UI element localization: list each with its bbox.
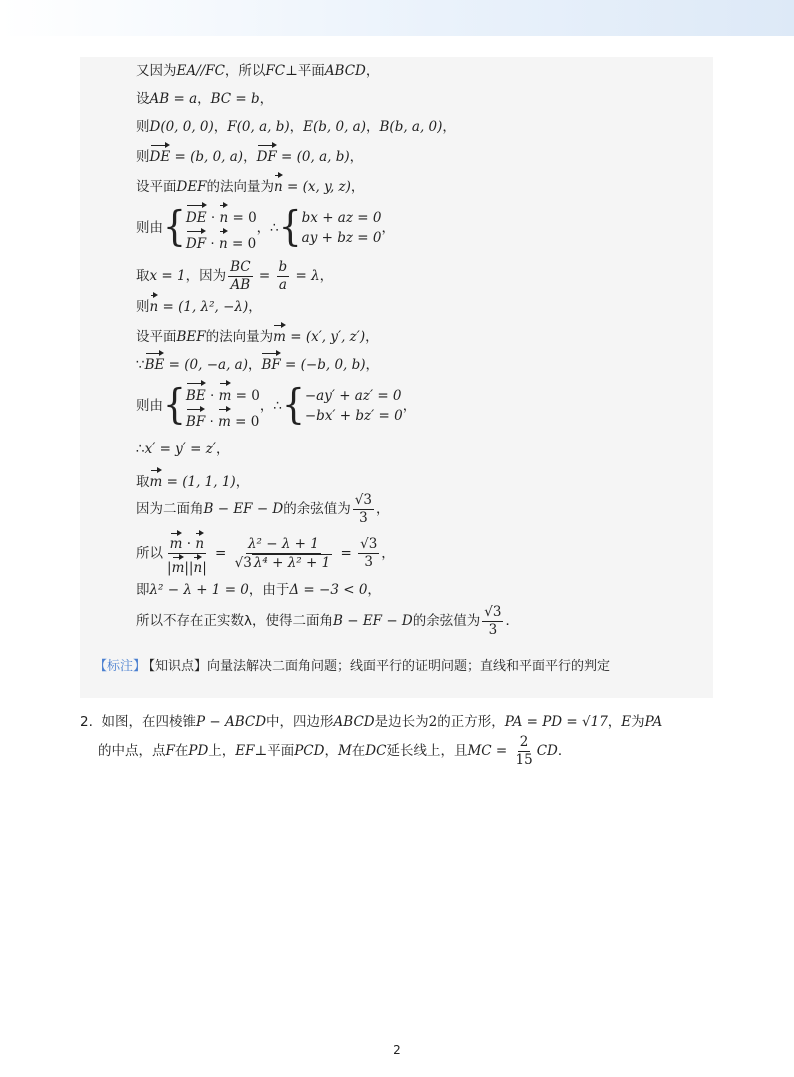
solution-line-12: ∴x′ = y′ = z′， [136,441,230,457]
solution-line-13: 取m = (1, 1, 1)， [136,467,249,491]
vector-BE: BE [145,350,165,374]
vector-n: n [150,292,159,316]
solution-line-9: 设平面BEF的法向量为m = (x′, y′, z′)， [136,322,379,346]
annotation-tag: 【标注】 [94,659,147,674]
solution-line-4: 则DE = (b, 0, a)，DF = (0, a, b)， [136,142,363,166]
vector-DF: DF [257,142,277,166]
fraction: $\frac{√3}{3}$ [484,603,502,638]
solution-line-5: 设平面DEF的法向量为n = (x, y, z)， [136,172,364,196]
equation-system: bx + az = 0 ay + bz = 0 [301,210,382,246]
equation-system: DE · n = 0 DF · n = 0 [186,202,257,254]
header-band [0,0,794,36]
fraction: $\frac{√3}{3}$ [360,536,378,570]
fraction: $\frac{BC}{AB}$ [230,258,251,293]
knowledge-points: 【知识点】向量法解决二面角问题；线面平行的证明问题；直线和平面平行的判定 [142,659,611,674]
solution-line-17: 所以不存在正实数λ，使得二面角B − EF − D的余弦值为 $\frac{√3}{3}$ ． [136,603,519,638]
solution-line-10: ∵BE = (0, −a, a)，BF = (−b, 0, b)， [136,350,379,374]
solution-line-3: 则D(0, 0, 0)，F(0, a, b)，E(b, 0, a)，B(b, a, 0)， [136,119,456,135]
page-number: 2 [393,1043,401,1057]
solution-line-14: 因为二面角B − EF − D的余弦值为 $\frac{√3}{3}$ ， [136,491,390,526]
solution-line-7: 取x = 1，因为 $\frac{BC}{AB}$ = $\frac{b}{a}$ = λ， [136,258,334,293]
equation-system: BE · m = 0 BF · m = 0 [186,380,260,432]
fraction: $\frac{b}{a}$ [278,258,288,293]
fraction: $\frac{m \cdot n}{|m||n|}$ [165,530,209,577]
vector-DE: DE [150,142,171,166]
solution-line-11: 则由{ BE · m = 0 BF · m = 0 ，∴{ −ay′ + az′ = 0 −bx′ + bz′ = 0 ， [136,381,417,430]
solution-line-6: 则由{ DE · n = 0 DF · n = 0 ，∴{ bx + az = 0 ay + bz = 0 ， [136,203,395,252]
question-2-line-2: 的中点，点F在PD上，EF⊥平面PCD，M在DC延长线上，且MC = $\frac{2}{15}$ CD． [98,733,572,768]
fraction: $\frac{2}{15}$ [515,733,533,768]
left-brace: { [163,381,186,429]
question-2-line-1: 2. 如图，在四棱锥P − ABCD中，四边形ABCD是边长为2的正方形，PA = PD = √17，E为PA [80,714,663,730]
vector-m: m [273,322,286,346]
solution-line-1: 又因为EA//FC，所以FC⊥平面ABCD， [136,63,380,79]
fraction: $\frac{\text{λ² − λ + 1}}{\text{√3 λ⁴ + λ² + 1}}$ [234,535,331,571]
left-brace: { [163,203,186,251]
question-number: 2. [80,714,93,730]
solution-line-15: 所以 $\frac{m \cdot n}{|m||n|}$ = $\frac{\text{λ² − λ + 1}}{\text{√3 λ⁴ + λ² + 1}}$ = $\frac{√3}{3}$ ， [136,530,395,577]
vector-n: n [274,172,283,196]
solution-line-2: 设AB = a，BC = b， [136,91,274,107]
solution-line-16: 即λ² − λ + 1 = 0，由于Δ = −3 < 0， [136,582,381,598]
vector-BF: BF [261,350,280,374]
left-brace: { [281,381,305,429]
equation-system: −ay′ + az′ = 0 −bx′ + bz′ = 0 [304,388,403,424]
solution-line-8: 则n = (1, λ², −λ)， [136,292,262,316]
fraction: $\frac{√3}{3}$ [354,491,372,526]
vector-m: m [150,467,163,491]
left-brace: { [278,203,302,251]
